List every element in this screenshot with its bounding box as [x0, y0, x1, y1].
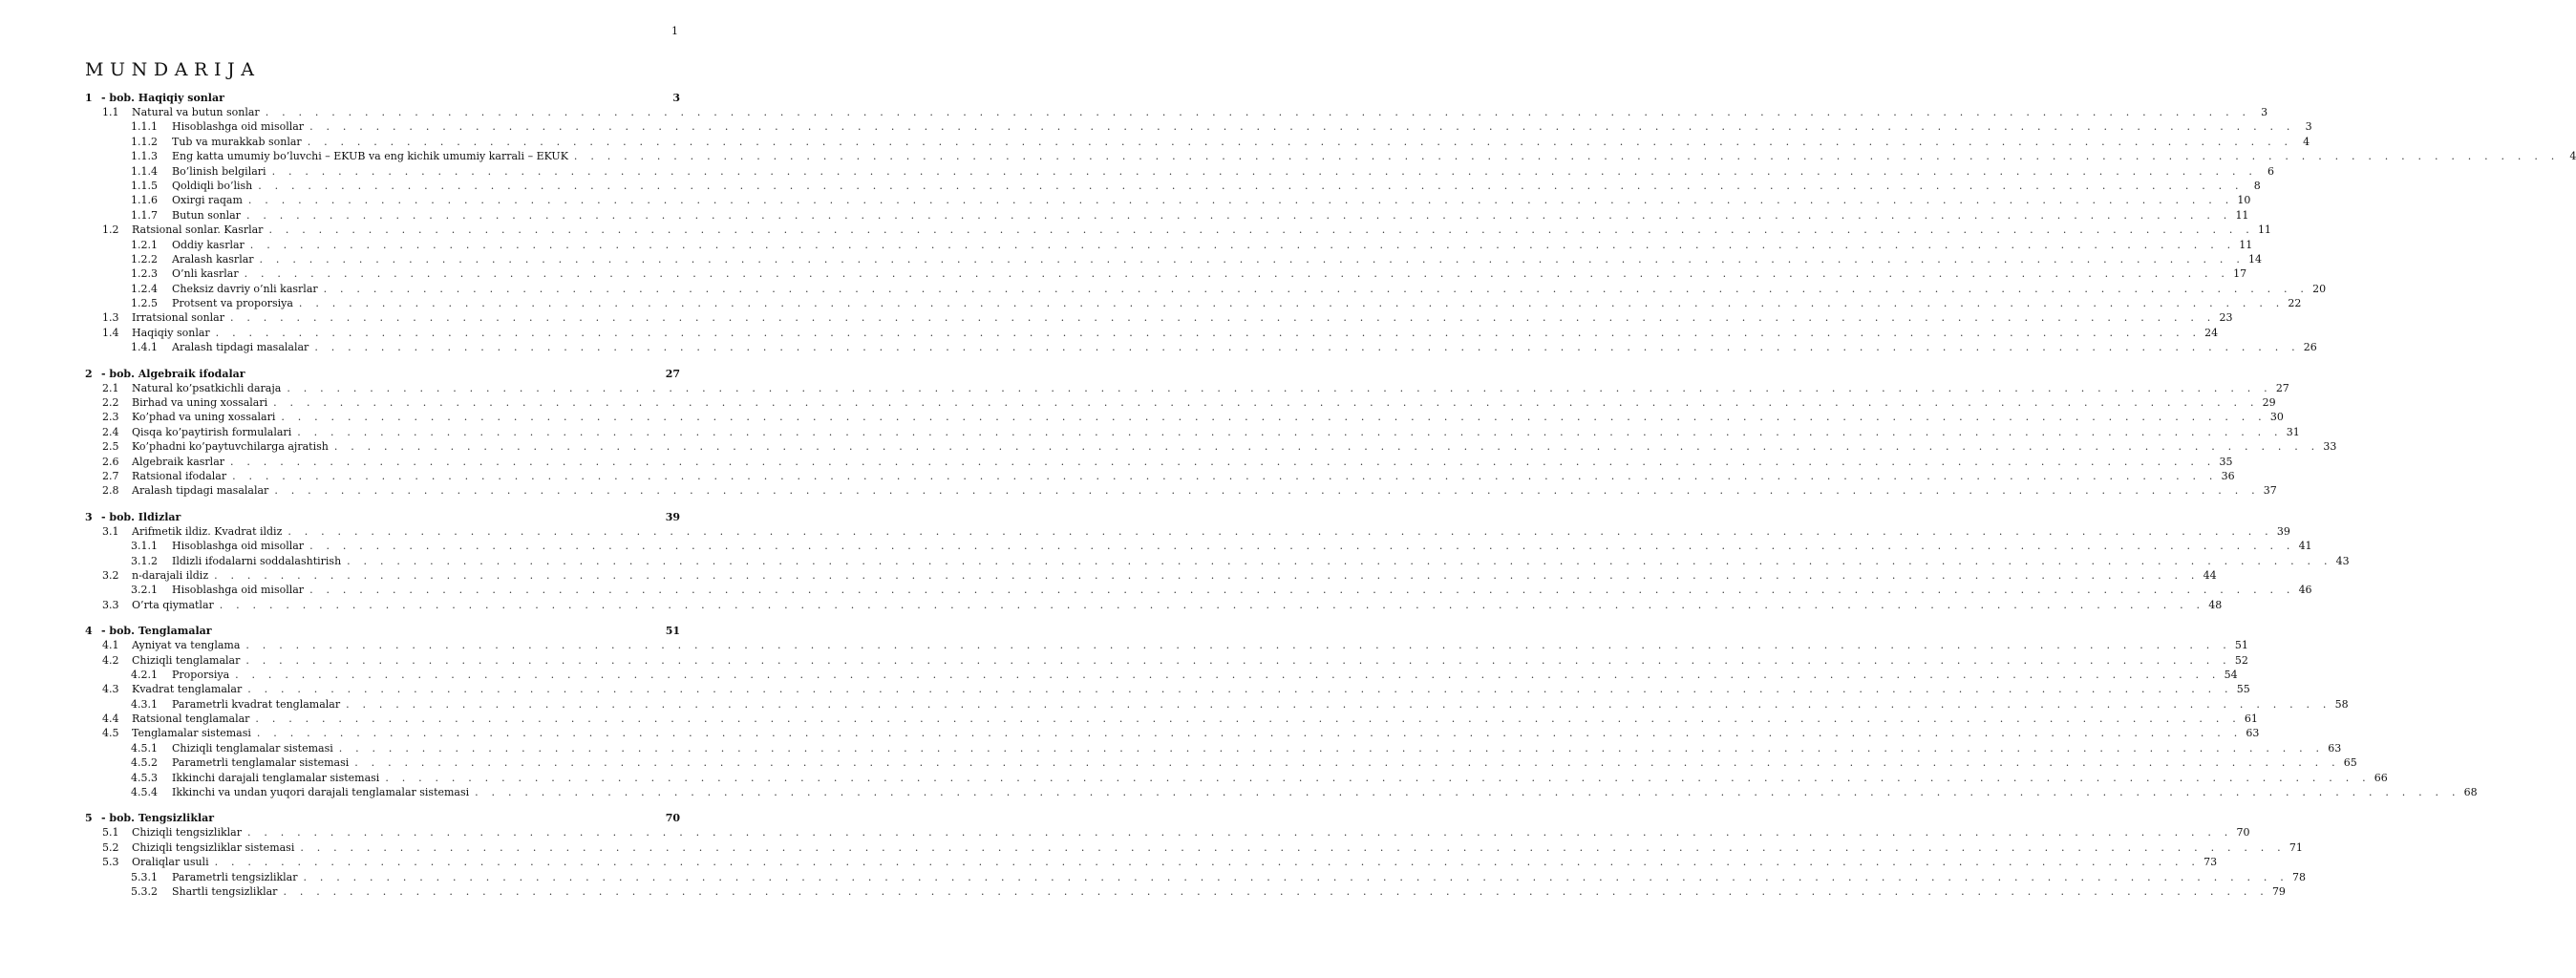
- toc-title: - bob. Algebraik ifodalar: [101, 367, 245, 380]
- toc-title: Oxirgi raqam: [172, 194, 243, 207]
- toc-title: Ildizli ifodalarni soddalashtirish: [172, 554, 342, 567]
- page-title: MUNDARIJA: [85, 59, 261, 80]
- toc-number: 5: [85, 812, 93, 825]
- dot-leader: . . . . . . . . . . . . . . . . . . . . . . . . . . . . . . . . . . . . . . . . . . . . . . . . . . . . . . . . . . . . . . . . . . . . . . . . . . . . . . . . . . . . . . . . . . . . . . . . . . . . . . . . . . . . . . . . . . . . . . . .: [215, 326, 2202, 339]
- chapter-block: [85, 811, 2306, 899]
- toc-title: Proporsiya: [172, 668, 230, 681]
- toc-number: 4.3: [102, 683, 119, 696]
- toc-number: 1.1.1: [131, 120, 158, 134]
- toc-page-number: 3: [672, 92, 680, 104]
- toc-page-number: 68: [2463, 786, 2478, 799]
- toc-page-number: 51: [2234, 639, 2248, 652]
- toc-subsection[interactable]: [85, 668, 2238, 682]
- dot-leader: . . . . . . . . . . . . . . . . . . . . . . . . . . . . . . . . . . . . . . . . . . . . . . . . . . . . . . . . . . . . . . . . . . . . . . . . . . . . . . . . . . . . . . . . . . . . . . . . . . . . . . . . . . . . . . . . . . . . . . . .: [297, 425, 2283, 438]
- dot-leader: . . . . . . . . . . . . . . . . . . . . . . . . . . . . . . . . . . . . . . . . . . . . . . . . . . . . . . . . . . . . . . . . . . . . . . . . . . . . . . . . . . . . . . . . . . . . . . . . . . . . . . . . . . . . . . . . . . . . . . . .: [245, 208, 2232, 222]
- table-of-contents: [85, 91, 2576, 910]
- chapter-block: [85, 510, 2350, 612]
- dot-leader: . . . . . . . . . . . . . . . . . . . . . . . . . . . . . . . . . . . . . . . . . . . . . . . . . . . . . . . . . . . . . . . . . . . . . . . . . . . . . . . . . . . . . . . . . . . . . . . . . . . . . . . . . . . . . . . . . . . . . . . .: [281, 411, 2267, 424]
- toc-page-number: 52: [2234, 653, 2248, 667]
- dot-leader: . . . . . . . . . . . . . . . . . . . . . . . . . . . . . . . . . . . . . . . . . . . . . . . . . . . . . . . . . . . . . . . . . . . . . . . . . . . . . . . . . . . . . . . . . . . . . . . . . . . . . . . . . . . . . . . . . . . . . . . .: [268, 223, 2254, 237]
- toc-section[interactable]: [85, 425, 2300, 439]
- dot-leader: . . . . . . . . . . . . . . . . . . . . . . . . . . . . . . . . . . . . . . . . . . . . . . . . . . . . . . . . . . . . . . . . . . . . . . . . . . . . . . . . . . . . . . . . . . . . . . . . . . . . . . . . . . . . . . . . . . . . . . . .: [309, 540, 2295, 553]
- chapter-block: [85, 91, 2576, 355]
- toc-title: - bob. Ildizlar: [101, 510, 181, 523]
- toc-page-number: 29: [2262, 396, 2276, 410]
- toc-title: Ratsional sonlar. Kasrlar: [132, 223, 264, 237]
- toc-number: 2.3: [102, 411, 119, 424]
- toc-number: 1.2.5: [131, 297, 158, 310]
- toc-title: O’rta qiymatlar: [132, 598, 214, 611]
- toc-page-number: 61: [2244, 712, 2258, 726]
- dot-leader: . . . . . . . . . . . . . . . . . . . . . . . . . . . . . . . . . . . . . . . . . . . . . . . . . . . . . . . . . . . . . . . . . . . . . . . . . . . . . . . . . . . . . . . . . . . . . . . . . . . . . . . . . . . . . . . . . . . . . . . .: [314, 341, 2300, 354]
- toc-page-number: 66: [2374, 771, 2388, 784]
- chapter-heading[interactable]: [85, 367, 680, 381]
- toc-section[interactable]: [85, 825, 2250, 840]
- toc-section[interactable]: [85, 326, 2219, 340]
- toc-title: n-darajali ildiz: [132, 568, 209, 582]
- dot-leader: . . . . . . . . . . . . . . . . . . . . . . . . . . . . . . . . . . . . . . . . . . . . . . . . . . . . . . . . . . . . . . . . . . . . . . . . . . . . . . . . . . . . . . . . . . . . . . . . . . . . . . . . . . . . . . . . . . . . . . . .: [232, 469, 2218, 482]
- toc-section[interactable]: [85, 712, 2258, 726]
- toc-page-number: 79: [2271, 884, 2286, 898]
- dot-leader: . . . . . . . . . . . . . . . . . . . . . . . . . . . . . . . . . . . . . . . . . . . . . . . . . . . . . . . . . . . . . . . . . . . . . . . . . . . . . . . . . . . . . . . . . . . . . . . . . . . . . . . . . . . . . . . . . . . . . . . .: [307, 135, 2293, 148]
- toc-number: 1.4: [102, 326, 119, 339]
- toc-subsection[interactable]: [85, 266, 2247, 281]
- toc-subsection[interactable]: [85, 282, 2327, 296]
- toc-title: Ko’phadni ko’paytuvchilarga ajratish: [132, 440, 329, 454]
- dot-leader: . . . . . . . . . . . . . . . . . . . . . . . . . . . . . . . . . . . . . . . . . . . . . . . . . . . . . . . . . . . . . . . . . . . . . . . . . . . . . . . . . . . . . . . . . . . . . . . . . . . . . . . . . . . . . . . . . . . . . . . .: [298, 297, 2285, 310]
- toc-title: Chiziqli tengsizliklar: [132, 826, 242, 840]
- toc-page-number: 70: [2236, 826, 2250, 840]
- toc-section[interactable]: [85, 310, 2233, 325]
- toc-number: 5.3.1: [131, 870, 158, 883]
- dot-leader: . . . . . . . . . . . . . . . . . . . . . . . . . . . . . . . . . . . . . . . . . . . . . . . . . . . . . . . . . . . . . . . . . . . . . . . . . . . . . . . . . . . . . . . . . . . . . . . . . . . . . . . . . . . . . . . . . . . . . . . .: [347, 554, 2332, 567]
- toc-section[interactable]: [85, 638, 2248, 652]
- toc-page-number: 65: [2343, 756, 2357, 770]
- toc-page-number: 35: [2219, 455, 2233, 468]
- toc-subsection[interactable]: [85, 870, 2306, 884]
- dot-leader: . . . . . . . . . . . . . . . . . . . . . . . . . . . . . . . . . . . . . . . . . . . . . . . . . . . . . . . . . . . . . . . . . . . . . . . . . . . . . . . . . . . . . . . . . . . . . . . . . . . . . . . . . . . . . . . . . . . . . . . .: [214, 568, 2200, 582]
- toc-section[interactable]: [85, 598, 2223, 612]
- dot-leader: . . . . . . . . . . . . . . . . . . . . . . . . . . . . . . . . . . . . . . . . . . . . . . . . . . . . . . . . . . . . . . . . . . . . . . . . . . . . . . . . . . . . . . . . . . . . . . . . . . . . . . . . . . . . . . . . . . . . . . . .: [346, 697, 2331, 711]
- toc-page-number: 4: [2303, 135, 2310, 148]
- toc-title: Ratsional ifodalar: [132, 469, 227, 482]
- toc-page-number: 55: [2236, 683, 2250, 696]
- toc-number: 4.3.1: [131, 697, 158, 711]
- dot-leader: . . . . . . . . . . . . . . . . . . . . . . . . . . . . . . . . . . . . . . . . . . . . . . . . . . . . . . . . . . . . . . . . . . . . . . . . . . . . . . . . . . . . . . . . . . . . . . . . . . . . . . . . . . . . . . . . . . . . . . . .: [274, 484, 2260, 498]
- toc-section[interactable]: [85, 840, 2303, 855]
- toc-subsection[interactable]: [85, 583, 2312, 597]
- dot-leader: . . . . . . . . . . . . . . . . . . . . . . . . . . . . . . . . . . . . . . . . . . . . . . . . . . . . . . . . . . . . . . . . . . . . . . . . . . . . . . . . . . . . . . . . . . . . . . . . . . . . . . . . . . . . . . . . . . . . . . . .: [303, 870, 2289, 883]
- toc-number: 2.1: [102, 381, 119, 394]
- toc-subsection[interactable]: [85, 119, 2312, 134]
- toc-number: 3.1.2: [131, 554, 158, 567]
- toc-page-number: 63: [2246, 727, 2260, 740]
- chapter-heading[interactable]: [85, 811, 680, 825]
- toc-subsection[interactable]: [85, 697, 2349, 712]
- toc-section[interactable]: [85, 524, 2290, 539]
- toc-page-number: 11: [2257, 223, 2271, 237]
- toc-page-number: 63: [2328, 741, 2342, 755]
- toc-number: 1: [85, 92, 93, 104]
- toc-number: 1.2: [102, 223, 119, 237]
- toc-title: Aralash kasrlar: [172, 252, 254, 266]
- dot-leader: . . . . . . . . . . . . . . . . . . . . . . . . . . . . . . . . . . . . . . . . . . . . . . . . . . . . . . . . . . . . . . . . . . . . . . . . . . . . . . . . . . . . . . . . . . . . . . . . . . . . . . . . . . . . . . . . . . . . . . . .: [271, 164, 2258, 178]
- toc-number: 1.1.3: [131, 150, 158, 163]
- dot-leader: . . . . . . . . . . . . . . . . . . . . . . . . . . . . . . . . . . . . . . . . . . . . . . . . . . . . . . . . . . . . . . . . . . . . . . . . . . . . . . . . . . . . . . . . . . . . . . . . . . . . . . . . . . . . . . . . . . . . . . . .: [244, 267, 2230, 281]
- toc-title: Arifmetik ildiz. Kvadrat ildiz: [132, 524, 283, 538]
- dot-leader: . . . . . . . . . . . . . . . . . . . . . . . . . . . . . . . . . . . . . . . . . . . . . . . . . . . . . . . . . . . . . . . . . . . . . . . . . . . . . . . . . . . . . . . . . . . . . . . . . . . . . . . . . . . . . . . . . . . . . . . .: [309, 120, 2295, 134]
- toc-title: Shartli tengsizliklar: [172, 884, 278, 898]
- toc-title: Natural ko’psatkichli daraja: [132, 381, 282, 394]
- toc-title: Oraliqlar usuli: [132, 856, 209, 869]
- toc-section[interactable]: [85, 568, 2217, 583]
- toc-title: Hisoblashga oid misollar: [172, 540, 305, 553]
- dot-leader: . . . . . . . . . . . . . . . . . . . . . . . . . . . . . . . . . . . . . . . . . . . . . . . . . . . . . . . . . . . . . . . . . . . . . . . . . . . . . . . . . . . . . . . . . . . . . . . . . . . . . . . . . . . . . . . . . . . . . . . .: [247, 683, 2233, 696]
- toc-title: Aralash tipdagi masalalar: [172, 341, 309, 354]
- dot-leader: . . . . . . . . . . . . . . . . . . . . . . . . . . . . . . . . . . . . . . . . . . . . . . . . . . . . . . . . . . . . . . . . . . . . . . . . . . . . . . . . . . . . . . . . . . . . . . . . . . . . . . . . . . . . . . . . . . . . . . . .: [245, 653, 2231, 667]
- toc-page-number: 58: [2334, 697, 2349, 711]
- toc-number: 2.6: [102, 455, 119, 468]
- toc-title: Hisoblashga oid misollar: [172, 584, 305, 597]
- toc-title: Ko’phad va uning xossalari: [132, 411, 276, 424]
- toc-title: Haqiqiy sonlar: [132, 326, 210, 339]
- toc-subsection[interactable]: [85, 252, 2263, 266]
- toc-page-number: 51: [665, 625, 680, 638]
- toc-section[interactable]: [85, 855, 2218, 869]
- toc-subsection[interactable]: [85, 179, 2261, 193]
- dot-leader: . . . . . . . . . . . . . . . . . . . . . . . . . . . . . . . . . . . . . . . . . . . . . . . . . . . . . . . . . . . . . . . . . . . . . . . . . . . . . . . . . . . . . . . . . . . . . . . . . . . . . . . . . . . . . . . . . . . . . . . .: [245, 639, 2231, 652]
- toc-number: 2.8: [102, 484, 119, 498]
- dot-leader: . . . . . . . . . . . . . . . . . . . . . . . . . . . . . . . . . . . . . . . . . . . . . . . . . . . . . . . . . . . . . . . . . . . . . . . . . . . . . . . . . . . . . . . . . . . . . . . . . . . . . . . . . . . . . . . . . . . . . . . .: [354, 756, 2340, 770]
- toc-subsection[interactable]: [85, 135, 2310, 149]
- toc-number: 4.1: [102, 639, 119, 652]
- toc-section[interactable]: [85, 726, 2260, 740]
- toc-subsection[interactable]: [85, 340, 2317, 354]
- dot-leader: . . . . . . . . . . . . . . . . . . . . . . . . . . . . . . . . . . . . . . . . . . . . . . . . . . . . . . . . . . . . . . . . . . . . . . . . . . . . . . . . . . . . . . . . . . . . . . . . . . . . . . . . . . . . . . . . . . . . . . . .: [219, 598, 2205, 611]
- chapter-heading[interactable]: [85, 91, 680, 105]
- toc-number: 3.3: [102, 598, 119, 611]
- toc-title: Ikkinchi darajali tenglamalar sistemasi: [172, 771, 380, 784]
- toc-page-number: 3: [2261, 106, 2268, 118]
- toc-title: O’nli kasrlar: [172, 267, 239, 281]
- toc-section[interactable]: [85, 381, 2289, 395]
- dot-leader: . . . . . . . . . . . . . . . . . . . . . . . . . . . . . . . . . . . . . . . . . . . . . . . . . . . . . . . . . . . . . . . . . . . . . . . . . . . . . . . . . . . . . . . . . . . . . . . . . . . . . . . . . . . . . . . . . . . . . . . .: [255, 712, 2241, 726]
- toc-subsection[interactable]: [85, 238, 2253, 252]
- toc-page-number: 3: [2305, 120, 2312, 134]
- dot-leader: . . . . . . . . . . . . . . . . . . . . . . . . . . . . . . . . . . . . . . . . . . . . . . . . . . . . . . . . . . . . . . . . . . . . . . . . . . . . . . . . . . . . . . . . . . . . . . . . . . . . . . . . . . . . . . . . . . . . . . . .: [256, 727, 2243, 740]
- toc-page-number: 27: [2275, 381, 2289, 394]
- toc-subsection[interactable]: [85, 785, 2478, 799]
- toc-title: Chiziqli tenglamalar: [132, 653, 241, 667]
- dot-leader: . . . . . . . . . . . . . . . . . . . . . . . . . . . . . . . . . . . . . . . . . . . . . . . . . . . . . . . . . . . . . . . . . . . . . . . . . . . . . . . . . . . . . . . . . . . . . . . . . . . . . . . . . . . . . . . . . . . . . . . .: [283, 884, 2268, 898]
- toc-title: Birhad va uning xossalari: [132, 396, 268, 410]
- toc-page-number: 43: [2335, 554, 2350, 567]
- toc-page-number: 24: [2204, 326, 2219, 339]
- toc-page-number: 71: [2289, 840, 2303, 854]
- toc-number: 5.3.2: [131, 884, 158, 898]
- toc-number: 1.1.5: [131, 179, 158, 192]
- toc-number: 1.2.1: [131, 238, 158, 251]
- toc-section[interactable]: [85, 469, 2235, 483]
- toc-page-number: 37: [2263, 484, 2277, 498]
- toc-title: Oddiy kasrlar: [172, 238, 245, 251]
- toc-number: 3.1: [102, 524, 119, 538]
- toc-number: 2.4: [102, 425, 119, 438]
- toc-title: Bo’linish belgilari: [172, 164, 266, 178]
- toc-title: Natural va butun sonlar: [132, 106, 260, 118]
- toc-title: - bob. Tengsizliklar: [101, 812, 215, 825]
- dot-leader: . . . . . . . . . . . . . . . . . . . . . . . . . . . . . . . . . . . . . . . . . . . . . . . . . . . . . . . . . . . . . . . . . . . . . . . . . . . . . . . . . . . . . . . . . . . . . . . . . . . . . . . . . . . . . . . . . . . . . . . .: [323, 282, 2310, 295]
- dot-leader: . . . . . . . . . . . . . . . . . . . . . . . . . . . . . . . . . . . . . . . . . . . . . . . . . . . . . . . . . . . . . . . . . . . . . . . . . . . . . . . . . . . . . . . . . . . . . . . . . . . . . . . . . . . . . . . . . . . . . . . .: [385, 771, 2371, 784]
- toc-page-number: 33: [2323, 440, 2337, 454]
- toc-number: 2.2: [102, 396, 119, 410]
- toc-section[interactable]: [85, 483, 2277, 498]
- toc-page-number: 22: [2288, 297, 2302, 310]
- toc-section[interactable]: [85, 395, 2276, 410]
- dot-leader: . . . . . . . . . . . . . . . . . . . . . . . . . . . . . . . . . . . . . . . . . . . . . . . . . . . . . . . . . . . . . . . . . . . . . . . . . . . . . . . . . . . . . . . . . . . . . . . . . . . . . . . . . . . . . . . . . . . . . . . .: [247, 194, 2234, 207]
- toc-subsection[interactable]: [85, 755, 2357, 770]
- dot-leader: . . . . . . . . . . . . . . . . . . . . . . . . . . . . . . . . . . . . . . . . . . . . . . . . . . . . . . . . . . . . . . . . . . . . . . . . . . . . . . . . . . . . . . . . . . . . . . . . . . . . . . . . . . . . . . . . . . . . . . . .: [235, 668, 2221, 681]
- toc-number: 1.1.7: [131, 208, 158, 222]
- toc-title: Cheksiz davriy o’nli kasrlar: [172, 282, 318, 295]
- toc-number: 1.1: [102, 106, 119, 118]
- dot-leader: . . . . . . . . . . . . . . . . . . . . . . . . . . . . . . . . . . . . . . . . . . . . . . . . . . . . . . . . . . . . . . . . . . . . . . . . . . . . . . . . . . . . . . . . . . . . . . . . . . . . . . . . . . . . . . . . . . . . . . . .: [246, 826, 2233, 840]
- toc-subsection[interactable]: [85, 193, 2251, 207]
- toc-number: 1.2.3: [131, 267, 158, 281]
- toc-page-number: 11: [2235, 208, 2249, 222]
- chapter-block: [85, 367, 2337, 499]
- toc-title: Tub va murakkab sonlar: [172, 135, 302, 148]
- toc-number: 5.3: [102, 856, 119, 869]
- toc-page-number: 54: [2224, 668, 2238, 681]
- dot-leader: . . . . . . . . . . . . . . . . . . . . . . . . . . . . . . . . . . . . . . . . . . . . . . . . . . . . . . . . . . . . . . . . . . . . . . . . . . . . . . . . . . . . . . . . . . . . . . . . . . . . . . . . . . . . . . . . . . . . . . . .: [229, 311, 2216, 325]
- toc-page-number: 23: [2219, 311, 2233, 325]
- dot-leader: . . . . . . . . . . . . . . . . . . . . . . . . . . . . . . . . . . . . . . . . . . . . . . . . . . . . . . . . . . . . . . . . . . . . . . . . . . . . . . . . . . . . . . . . . . . . . . . . . . . . . . . . . . . . . . . . . . . . . . . .: [230, 455, 2216, 468]
- toc-number: 4.5: [102, 727, 119, 740]
- toc-number: 4.5.2: [131, 756, 158, 770]
- toc-page-number: 31: [2286, 425, 2300, 438]
- toc-number: 1.1.6: [131, 194, 158, 207]
- chapter-heading[interactable]: [85, 624, 680, 638]
- toc-title: Ikkinchi va undan yuqori darajali tenglamalar sistemasi: [172, 786, 470, 799]
- toc-title: Chiziqli tengsizliklar sistemasi: [132, 840, 295, 854]
- toc-subsection[interactable]: [85, 741, 2342, 755]
- toc-number: 1.3: [102, 311, 119, 325]
- toc-page-number: 30: [2269, 411, 2284, 424]
- toc-title: Protsent va proporsiya: [172, 297, 293, 310]
- toc-number: 4: [85, 625, 93, 638]
- toc-page-number: 48: [2208, 598, 2223, 611]
- toc-subsection[interactable]: [85, 554, 2350, 568]
- dot-leader: . . . . . . . . . . . . . . . . . . . . . . . . . . . . . . . . . . . . . . . . . . . . . . . . . . . . . . . . . . . . . . . . . . . . . . . . . . . . . . . . . . . . . . . . . . . . . . . . . . . . . . . . . . . . . . . . . . . . . . . .: [333, 440, 2320, 454]
- toc-section[interactable]: [85, 455, 2233, 469]
- toc-section[interactable]: [85, 410, 2284, 424]
- toc-subsection[interactable]: [85, 149, 2576, 163]
- toc-section[interactable]: [85, 105, 2268, 119]
- toc-section[interactable]: [85, 223, 2271, 237]
- toc-number: 1.2.4: [131, 282, 158, 295]
- dot-leader: . . . . . . . . . . . . . . . . . . . . . . . . . . . . . . . . . . . . . . . . . . . . . . . . . . . . . . . . . . . . . . . . . . . . . . . . . . . . . . . . . . . . . . . . . . . . . . . . . . . . . . . . . . . . . . . . . . . . . . . .: [214, 856, 2201, 869]
- toc-number: 3.2: [102, 568, 119, 582]
- toc-number: 4.2.1: [131, 668, 158, 681]
- dot-leader: . . . . . . . . . . . . . . . . . . . . . . . . . . . . . . . . . . . . . . . . . . . . . . . . . . . . . . . . . . . . . . . . . . . . . . . . . . . . . . . . . . . . . . . . . . . . . . . . . . . . . . . . . . . . . . . . . . . . . . . .: [287, 381, 2272, 394]
- toc-page-number: 39: [665, 510, 680, 523]
- dot-leader: . . . . . . . . . . . . . . . . . . . . . . . . . . . . . . . . . . . . . . . . . . . . . . . . . . . . . . . . . . . . . . . . . . . . . . . . . . . . . . . . . . . . . . . . . . . . . . . . . . . . . . . . . . . . . . . . . . . . . . . .: [338, 741, 2325, 755]
- dot-leader: . . . . . . . . . . . . . . . . . . . . . . . . . . . . . . . . . . . . . . . . . . . . . . . . . . . . . . . . . . . . . . . . . . . . . . . . . . . . . . . . . . . . . . . . . . . . . . . . . . . . . . . . . . . . . . . . . . . . . . . .: [259, 252, 2246, 266]
- chapter-block: [85, 624, 2478, 799]
- toc-subsection[interactable]: [85, 208, 2249, 223]
- toc-page-number: 78: [2291, 870, 2306, 883]
- toc-title: Algebraik kasrlar: [132, 455, 225, 468]
- toc-page-number: 41: [2298, 540, 2312, 553]
- dot-leader: . . . . . . . . . . . . . . . . . . . . . . . . . . . . . . . . . . . . . . . . . . . . . . . . . . . . . . . . . . . . . . . . . . . . . . . . . . . . . . . . . . . . . . . . . . . . . . . . . . . . . . . . . . . . . . . . . . . . . . . .: [475, 786, 2460, 799]
- toc-page-number: 39: [2276, 524, 2290, 538]
- toc-page-number: 27: [665, 367, 680, 380]
- toc-number: 5.1: [102, 826, 119, 840]
- toc-page-number: 14: [2248, 252, 2263, 266]
- toc-page-number: 44: [2203, 568, 2217, 582]
- toc-subsection[interactable]: [85, 539, 2312, 553]
- toc-number: 2.7: [102, 469, 119, 482]
- toc-title: Chiziqli tenglamalar sistemasi: [172, 741, 333, 755]
- dot-leader: . . . . . . . . . . . . . . . . . . . . . . . . . . . . . . . . . . . . . . . . . . . . . . . . . . . . . . . . . . . . . . . . . . . . . . . . . . . . . . . . . . . . . . . . . . . . . . . . . . . . . . . . . . . . . . . . . . . . . . . .: [273, 396, 2259, 410]
- dot-leader: . . . . . . . . . . . . . . . . . . . . . . . . . . . . . . . . . . . . . . . . . . . . . . . . . . . . . . . . . . . . . . . . . . . . . . . . . . . . . . . . . . . . . . . . . . . . . . . . . . . . . . . . . . . . . . . . . . . . . . . .: [309, 584, 2295, 597]
- toc-number: 4.5.4: [131, 786, 158, 799]
- toc-title: Aralash tipdagi masalalar: [132, 484, 269, 498]
- toc-section[interactable]: [85, 653, 2248, 668]
- toc-title: Qoldiqli bo’lish: [172, 179, 253, 192]
- toc-title: Ratsional tenglamalar: [132, 712, 250, 726]
- toc-page-number: 70: [665, 812, 680, 825]
- toc-title: Qisqa ko’paytirish formulalari: [132, 425, 292, 438]
- toc-number: 4.4: [102, 712, 119, 726]
- dot-leader: . . . . . . . . . . . . . . . . . . . . . . . . . . . . . . . . . . . . . . . . . . . . . . . . . . . . . . . . . . . . . . . . . . . . . . . . . . . . . . . . . . . . . . . . . . . . . . . . . . . . . . . . . . . . . . . . . . . . . . . .: [573, 150, 2560, 163]
- toc-number: 3.1.1: [131, 540, 158, 553]
- toc-number: 4.2: [102, 653, 119, 667]
- toc-number: 1.2.2: [131, 252, 158, 266]
- toc-title: Eng katta umumiy bo’luvchi – EKUB va eng kichik umumiy karrali – EKUK: [172, 150, 568, 163]
- toc-subsection[interactable]: [85, 164, 2275, 179]
- toc-subsection[interactable]: [85, 296, 2302, 310]
- toc-page-number: 17: [2233, 267, 2247, 281]
- toc-title: - bob. Haqiqiy sonlar: [101, 92, 224, 104]
- toc-page-number: 36: [2221, 469, 2235, 482]
- dot-leader: . . . . . . . . . . . . . . . . . . . . . . . . . . . . . . . . . . . . . . . . . . . . . . . . . . . . . . . . . . . . . . . . . . . . . . . . . . . . . . . . . . . . . . . . . . . . . . . . . . . . . . . . . . . . . . . . . . . . . . . .: [258, 179, 2244, 192]
- toc-page-number: 6: [2267, 164, 2275, 178]
- toc-page-number: 73: [2203, 856, 2218, 869]
- toc-section[interactable]: [85, 682, 2250, 696]
- toc-title: Parametrli tengsizliklar: [172, 870, 298, 883]
- toc-title: Irratsional sonlar: [132, 311, 224, 325]
- toc-page-number: 20: [2312, 282, 2327, 295]
- toc-section[interactable]: [85, 439, 2337, 454]
- toc-number: 5.2: [102, 840, 119, 854]
- dot-leader: . . . . . . . . . . . . . . . . . . . . . . . . . . . . . . . . . . . . . . . . . . . . . . . . . . . . . . . . . . . . . . . . . . . . . . . . . . . . . . . . . . . . . . . . . . . . . . . . . . . . . . . . . . . . . . . . . . . . . . . .: [300, 840, 2286, 854]
- toc-number: 3.2.1: [131, 584, 158, 597]
- dot-leader: . . . . . . . . . . . . . . . . . . . . . . . . . . . . . . . . . . . . . . . . . . . . . . . . . . . . . . . . . . . . . . . . . . . . . . . . . . . . . . . . . . . . . . . . . . . . . . . . . . . . . . . . . . . . . . . . . . . . . . . .: [249, 238, 2236, 251]
- toc-title: Hisoblashga oid misollar: [172, 120, 305, 134]
- toc-number: 4.5.1: [131, 741, 158, 755]
- toc-page-number: 26: [2303, 341, 2317, 354]
- toc-subsection[interactable]: [85, 884, 2286, 899]
- toc-number: 1.1.4: [131, 164, 158, 178]
- toc-number: 2: [85, 367, 93, 380]
- toc-title: Ayniyat va tenglama: [132, 639, 241, 652]
- toc-title: Butun sonlar: [172, 208, 241, 222]
- dot-leader: . . . . . . . . . . . . . . . . . . . . . . . . . . . . . . . . . . . . . . . . . . . . . . . . . . . . . . . . . . . . . . . . . . . . . . . . . . . . . . . . . . . . . . . . . . . . . . . . . . . . . . . . . . . . . . . . . . . . . . . .: [265, 106, 2251, 118]
- chapter-heading[interactable]: [85, 510, 680, 524]
- toc-number: 1.4.1: [131, 341, 158, 354]
- toc-title: Parametrli kvadrat tenglamalar: [172, 697, 341, 711]
- toc-title: Parametrli tenglamalar sistemasi: [172, 756, 350, 770]
- toc-title: Tenglamalar sistemasi: [132, 727, 251, 740]
- toc-page-number: 4: [2569, 150, 2576, 163]
- dot-leader: . . . . . . . . . . . . . . . . . . . . . . . . . . . . . . . . . . . . . . . . . . . . . . . . . . . . . . . . . . . . . . . . . . . . . . . . . . . . . . . . . . . . . . . . . . . . . . . . . . . . . . . . . . . . . . . . . . . . . . . .: [287, 524, 2273, 538]
- toc-title: Kvadrat tenglamalar: [132, 683, 243, 696]
- toc-number: 4.5.3: [131, 771, 158, 784]
- toc-number: 1.1.2: [131, 135, 158, 148]
- toc-number: 2.5: [102, 440, 119, 454]
- toc-subsection[interactable]: [85, 771, 2388, 785]
- toc-page-number: 8: [2253, 179, 2261, 192]
- toc-page-number: 46: [2298, 584, 2312, 597]
- page-number: 1: [671, 25, 678, 37]
- toc-number: 3: [85, 510, 93, 523]
- toc-title: - bob. Tenglamalar: [101, 625, 212, 638]
- toc-page-number: 11: [2239, 238, 2253, 251]
- toc-page-number: 10: [2237, 194, 2251, 207]
